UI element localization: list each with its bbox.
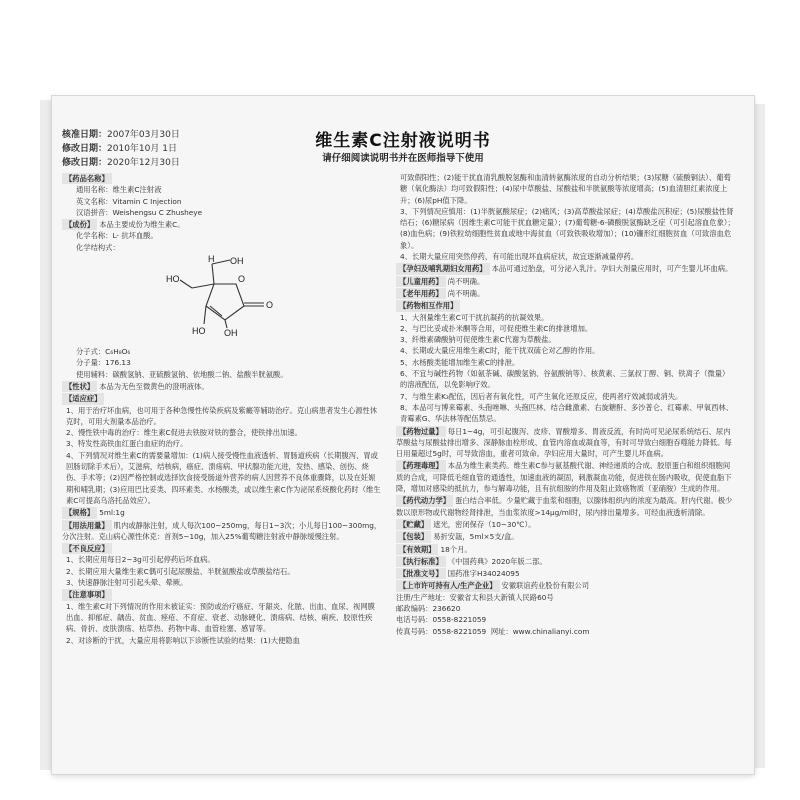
interaction-8: 8、本品可与博来霉素、头孢唑啉、头孢匹林、结合雌激素、右旋糖酐、多沙普仑、红霉素、甲氧西林、青霉素G、华法林等配伍禁忌。 — [400, 402, 733, 424]
package-text: 易折安瓿，5ml×5支/盒。 — [433, 532, 519, 542]
molecular-formula: 分子式：C₆H₈O₆ — [76, 347, 131, 357]
company-fax-row — [396, 626, 736, 637]
storage-text: 遮光，密闭保存（10~30℃）。 — [433, 519, 536, 529]
modify-date-value-2: 2020年12月30日 — [107, 158, 180, 168]
name-section — [62, 173, 382, 218]
company-section — [396, 580, 736, 636]
pharmacology-title: 【药理毒理】 — [396, 460, 446, 471]
english-name: 英文名称：Vitamin C Injection — [76, 196, 182, 206]
elderly-section — [396, 288, 736, 299]
company-address: 注册/生产地址：安徽省太和县大新镇人民路60号 — [396, 592, 554, 602]
spec-title: 【规格】 — [62, 507, 97, 518]
approval-number-title: 【批准文号】 — [396, 568, 446, 579]
company-text: 安徽联谊药业股份有限公司 — [501, 581, 590, 591]
pharmacology-text: 本品为维生素类药。维生素C参与氨基酸代谢、神经递质的合成、胶原蛋白和组织细胞间质的合成，可降低毛细血管的通透性，加速血液的凝固，刺激凝血功能，促进铁在肠内吸收，促使血脂下降，增加对感染的抵抗力，参与解毒功能，且有抗组胺的作用及阻止致癌物质（亚硝胺）生成的作用。 — [396, 461, 732, 494]
storage-title: 【贮藏】 — [396, 519, 431, 530]
pregnancy-title: 【孕妇及哺乳期妇女用药】 — [396, 263, 490, 274]
approval-number-text: 国药准字H34024095 — [447, 569, 520, 579]
storage-section — [396, 519, 736, 530]
expiry-text: 18个月。 — [440, 544, 472, 554]
spec-section — [62, 507, 382, 518]
indication-section — [62, 393, 382, 506]
ascorbic-acid-structure-diagram — [152, 254, 292, 346]
adverse-title: 【不良反应】 — [62, 543, 112, 554]
structure-atom-o-ring: O — [238, 274, 246, 285]
elderly-text: 尚不明确。 — [447, 288, 485, 298]
adverse-1: 1、长期应用每日2~3g可引起停药后坏血病。 — [66, 555, 215, 565]
pharmacokinetics-text: 蛋白结合率低。少量贮藏于血浆和细胞，以腺体组织内的浓度为最高。肝内代谢。极少数以原形物或代谢物经肾排泄，当血浆浓度>14μg/ml时，尿内排出量增多。可经血液透析清除。 — [396, 496, 733, 517]
structure-atom-ho-bottom-left: HO — [192, 326, 206, 337]
standard-text: 《中国药典》2020年版二部。 — [447, 556, 547, 566]
package-title: 【包装】 — [396, 531, 431, 542]
document-title: 维生素C注射液说明书 — [315, 131, 491, 151]
composition-section — [62, 219, 382, 253]
adverse-3: 3、快速静脉注射可引起头晕、晕厥。 — [66, 578, 188, 588]
expiry-title: 【有效期】 — [396, 544, 438, 555]
interaction-2: 2、与巴比妥或扑米酮等合用，可促使维生素C的排泄增加。 — [400, 323, 593, 333]
structure-label: 化学结构式： — [76, 242, 120, 252]
children-section — [396, 276, 736, 287]
adverse-2: 2、长期应用大量维生素C偶可引起尿酸盐、半胱氨酸盐或草酸盐结石。 — [66, 566, 295, 576]
approval-date-label: 核准日期： — [62, 130, 108, 140]
structure-atom-ho-left: HO — [166, 274, 180, 285]
company-title: 【上市许可持有人/生产企业】 — [396, 580, 500, 591]
interaction-3: 3、纤维素磷酸钠可促使维生素C代谢为草酸盐。 — [400, 335, 556, 345]
generic-name: 通用名称：维生素C注射液 — [76, 185, 162, 195]
excipients: 使用辅料：碳酸氢钠、亚硫酸氢钠、依地酸二钠、盐酸半胱氨酸。 — [76, 369, 288, 379]
website-label: 网址： — [490, 626, 513, 636]
interaction-7: 7、与维生素K₃配伍，因后者有氧化性，可产生氧化还原反应，使两者疗效减弱或消失。 — [400, 391, 683, 401]
indication-4: 4、下列情况对维生素C的需要量增加：(1)病人接受慢性血液透析、胃肠道疾病（长期腹泻、胃或回肠切除手术后），艾滋病，结核病，癌症、溃疡病、甲状腺功能亢进，发热、感染、创伤、烧伤、手术等；(2)因严格控制或选择饮食接受肠道外营养的病人因营养不良体重骤降，以及在妊娠期和哺乳期；(3)应用巴比妥类、四环素类、水杨酸类，或以维生素C作为泌尿系统酸化药时（维生素C可提高乌洛托品效应）。 — [66, 450, 381, 505]
company-postal-code: 邮政编码：236620 — [396, 603, 461, 613]
right-column — [396, 172, 736, 638]
elderly-title: 【老年用药】 — [396, 288, 446, 299]
approval-number-section — [396, 568, 736, 579]
approval-date-value: 2007年03月30日 — [107, 130, 180, 140]
company-phone: 电话号码：0558-8221059 — [396, 615, 487, 625]
modify-date-label-2: 修改日期： — [62, 158, 108, 168]
caution-section — [62, 589, 382, 645]
structure-atom-h: H — [208, 254, 215, 265]
expiry-section — [396, 544, 736, 555]
spec-text: 5ml:1g — [99, 508, 125, 518]
caution-continued-1: 可致假阳性；(2)能干扰血清乳酸脱氢酶和血清转氨酶浓度的自动分析结果；(3)尿糖（硫酸铜法）、葡萄糖（氧化酶法）均可致假阳性；(4)尿中草酸盐、尿酸盐和半胱氨酸等浓度增高；(5)血清胆红素浓度上升；(6)尿pH值下降。 — [400, 173, 731, 205]
standard-section — [396, 556, 736, 567]
character-text: 本品为无色至微黄色的澄明液体。 — [99, 381, 209, 391]
pharmacology-section — [396, 460, 736, 494]
children-title: 【儿童用药】 — [396, 276, 446, 287]
usage-section — [62, 520, 382, 543]
modify-date-label-1: 修改日期： — [62, 144, 108, 154]
usage-text: 肌内或静脉注射，成人每次100~250mg，每日1~3次；小儿每日100~300mg，分次注射。克山病心源性休克：首剂5~10g，加入25%葡萄糖注射液中静脉缓慢注射。 — [62, 520, 382, 541]
interaction-1: 1、大剂量维生素C可干扰抗凝药的抗凝效果。 — [400, 312, 549, 322]
pharmacokinetics-title: 【药代动力学】 — [396, 495, 453, 506]
interaction-title: 【药物相互作用】 — [396, 300, 460, 311]
interaction-section — [396, 300, 736, 424]
structure-atom-oh-bottom-right: OH — [224, 328, 238, 339]
caution-1: 1、维生素C对下列情况的作用未被证实：预防或治疗癌症、牙龈炎、化脓、出血、血尿、视网膜出血、抑郁症、龋齿、贫血、痤疮、不育症、衰老、动脉硬化、溃疡病、结核、痢疾、胶原性疾病、骨折、皮肤溃疡、枯草热、药物中毒、血管栓塞、感冒等。 — [66, 601, 375, 634]
structure-atom-oh-top: OH — [230, 256, 244, 267]
caution-continued-2: 3、下列情况应慎用：(1)半胱氨酸尿症；(2)痛风；(3)高草酸盐尿症；(4)草酸盐沉积症；(5)尿酸盐性肾结石；(6)糖尿病（因维生素C可能干扰血糖定量）；(7)葡萄糖-6-磷酸脱氢酶缺乏症（可引起溶血危象）；(8)血色病；(9)铁粒幼细胞性贫血或地中海贫血（可致铁吸收增加）；(10)镰形红细胞贫血（可致溶血危象）。 — [400, 206, 735, 250]
overdose-section — [396, 426, 736, 460]
interaction-4: 4、长期或大量应用维生素C时，能干扰双硫仑对乙醇的作用。 — [400, 346, 600, 356]
chemical-structure — [62, 254, 382, 346]
pharmacokinetics-section — [396, 495, 736, 518]
indication-3: 3、特发性高铁血红蛋白血症的治疗。 — [66, 439, 188, 449]
pinyin-name: 汉语拼音：Weishengsu C Zhusheye — [76, 207, 203, 217]
caution-continued-3: 4、长期大量应用突然停药，有可能出现坏血病症状，故宜逐渐减量停药。 — [400, 252, 639, 262]
structure-atom-o-carbonyl: O — [266, 300, 274, 311]
package-insert-leaflet — [52, 96, 754, 774]
overdose-title: 【药物过量】 — [396, 426, 446, 437]
indication-title: 【适应症】 — [62, 393, 104, 404]
children-text: 尚不明确。 — [447, 276, 485, 286]
interaction-6: 6、不宜与碱性药物（如氨茶碱、碳酸氢钠、谷氨酸钠等）、核黄素、三氯叔丁醇、铜、铁离子（微量）的溶液配伍，以免影响疗效。 — [400, 369, 730, 390]
box-right-edge — [754, 104, 765, 768]
composition-title: 【成份】 — [62, 219, 97, 230]
interaction-5: 5、水杨酸类能增加维生素C的排泄。 — [400, 357, 520, 367]
modify-date-value-1: 2010年10月 1日 — [107, 144, 177, 154]
overdose-text: 每日1~4g，可引起腹泻、皮疹、胃酸增多、胃液反流，有时尚可见泌尿系统结石、尿内草酸盐与尿酸盐排出增多、深静脉血栓形成、血管内溶血或凝血等，有时可导致白细胞吞噬能力降低。每日用量超过5g时，可导致溶血，重者可致命。孕妇应用大量时，可产生婴儿坏血病。 — [396, 426, 732, 459]
pregnancy-text: 本品可通过胎盘，可分泌入乳汁。孕妇大剂量应用时，可产生婴儿坏血病。 — [491, 264, 733, 274]
package-section — [396, 531, 736, 542]
company-fax: 传真号码：0558-8221059 — [396, 626, 487, 636]
pregnancy-section — [396, 263, 736, 274]
left-column — [62, 172, 382, 647]
usage-title: 【用法用量】 — [62, 520, 112, 531]
name-section-title: 【药品名称】 — [62, 173, 112, 184]
character-title: 【性状】 — [62, 381, 97, 392]
chemical-name: 化学名称：L- 抗坏血酸。 — [76, 231, 158, 241]
indication-2: 2、慢性铁中毒的治疗：维生素C促进去铁胺对铁的螯合，使铁排出加速。 — [66, 428, 302, 438]
molecular-weight: 分子量：176.13 — [76, 358, 131, 368]
caution-2: 2、对诊断的干扰，大量应用将影响以下诊断性试验的结果：(1)大便隐血 — [66, 635, 300, 645]
composition-text: 本品主要成份为维生素C。 — [99, 220, 185, 230]
character-section — [62, 381, 382, 392]
document-subtitle: 请仔细阅读说明书并在医师指导下使用 — [322, 153, 484, 164]
standard-title: 【执行标准】 — [396, 556, 446, 567]
adverse-section — [62, 543, 382, 588]
company-website: www.chinalianyi.com — [512, 626, 590, 636]
caution-title: 【注意事项】 — [62, 589, 112, 600]
indication-1: 1、用于治疗坏血病，也可用于各种急慢性传染疾病及紫癜等辅助治疗。克山病患者发生心源性休克时，可用大剂量本品治疗。 — [66, 405, 378, 426]
